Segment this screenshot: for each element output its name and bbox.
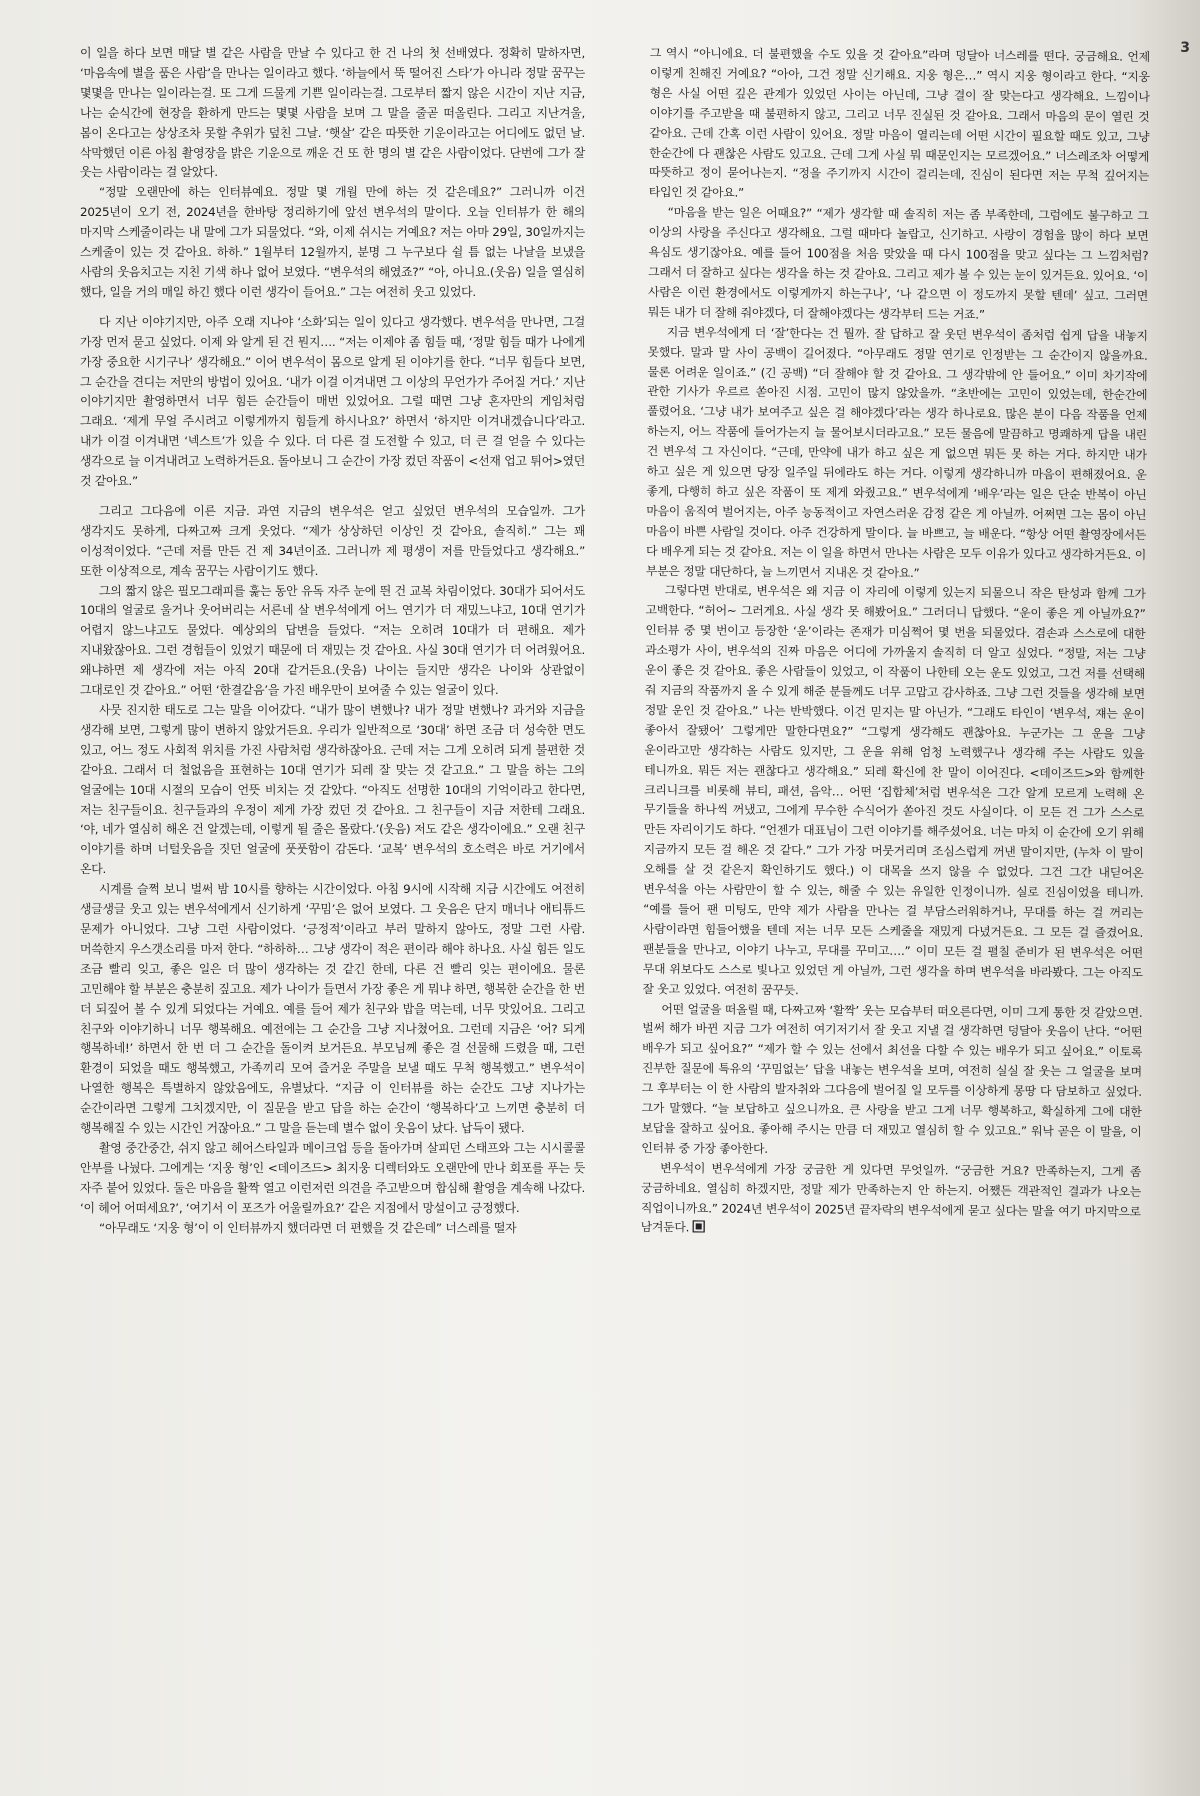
paragraph: 어떤 얼굴을 떠올릴 때, 다짜고짜 ‘활짝’ 웃는 모습부터 떠오른다면, 이미 그게 통한 것 같았으면. 벌써 해가 바뀐 지금 그가 여전히 여기저기서 잘 웃고 지낼 걸 생각하면 덩달아 웃음이 난다. “어떤 배우가 되고 싶어요?” “제가 할 수 있는 선에서 최선을 다할 수 있는 배우가 되고 싶어요.” 이토록 진부한 질문에 특유의 ‘꾸밈없는’ 답을 내놓는 변우석을 보며, 여전히 실실 잘 웃는 그 얼굴을 보며 그 후부터는 이 한 사람의 발자취와 그다음에 벌어질 일 모두를 이상하게 몽땅 다 담보하고 싶었다. 그가 말했다. “늘 보답하고 싶으니까요. 큰 사랑을 받고 그게 너무 행복하고, 확실하게 그에 대한 보답을 잘하고 싶어요. 좋아해 주시는 만큼 더 재밌고 열심히 할 수 있고요.” 워낙 곧은 이 말을, 이 인터뷰 중 가장 좋아한다. bbox=[641, 1001, 1143, 1156]
paragraph: 그리고 그다음에 이른 지금. 과연 지금의 변우석은 얻고 싶었던 변우석의 모습일까. 그가 생각지도 못하게, 다짜고짜 크게 웃었다. “제가 상상하던 이상인 것 같아요, 솔직히.” 그는 꽤 이성적이었다. “근데 저를 만든 건 제 34년이죠. 그러니까 제 평생이 저를 만들었다고 생각해요.” 또한 이상적으로, 계속 꿈꾸는 사람이기도 했다. bbox=[80, 503, 585, 578]
end-mark-icon bbox=[693, 1221, 705, 1233]
paragraph: “마음을 받는 일은 어때요?” “제가 생각할 때 솔직히 저는 좀 부족한데, 그럼에도 불구하고 그 이상의 사랑을 주신다고 생각해요. 그럴 때마다 놀랍고, 신기하고. 사랑이 경험을 많이 하다 보면 욕심도 생기잖아요. 예를 들어 100점을 처음 맞았을 때 다시 100점을 맞고 싶다는 그 느낌처럼? 그래서 더 잘하고 싶다는 생각을 하는 것 같아요. 그리고 제가 볼 수 있는 눈이 있거든요. 있어요. ‘이 사람은 이런 환경에서도 이렇게까지 하는구나’, ‘나 같으면 이 정도까지 못할 텐데’ 싶고. 그러면 뭐든 내가 더 잘해 줘야겠다, 더 잘해야겠다는 생각부터 드는 거죠.” bbox=[647, 205, 1149, 322]
paragraph: 이 일을 하다 보면 매달 별 같은 사람을 만날 수 있다고 한 건 나의 첫 선배였다. 정확히 말하자면, ‘마음속에 별을 품은 사람’을 만나는 일이라고 했다. ‘하늘에서 뚝 떨어진 스타’가 아니라 정말 꿈꾸는 몇몇을 만나는 일이라는걸. 또 그게 드물게 기쁜 일이라는걸. 그로부터 짧지 않은 시간이 지난 지금, 나는 순식간에 현장을 환하게 만드는 몇몇 사람을 보며 그 말을 줄곧 떠올린다. 그리고 지난겨울, 봄이 온다고는 상상조차 못할 추위가 덮친 그날. ‘햇살’ 같은 따뜻한 기운이라고는 어디에도 없던 날. 삭막했던 이른 아침 촬영장을 밝은 기운으로 깨운 건 또 한 명의 별 같은 사람이었다. 단번에 그가 잘 웃는 사람이라는 걸 알았다. bbox=[80, 46, 585, 180]
page-number: 3 bbox=[1180, 40, 1190, 56]
right-column bbox=[641, 44, 1150, 1242]
paragraph-text: 변우석이 변우석에게 가장 궁금한 게 있다면 무엇일까. “궁금한 거요? 만족하는지, 그게 좀 궁금하네요. 열심히 하겠지만, 정말 제가 만족하는지 안 하는지. 어쨌든 객관적인 결과가 나오는 직업이니까요.” 2024년 변우석이 2025년 끝자락의 변우석에게 묻고 싶다는 말을 여기 마지막으로 남겨둔다. bbox=[640, 1160, 1142, 1235]
paragraph: 촬영 중간중간, 쉬지 않고 헤어스타일과 메이크업 등을 돌아가며 살피던 스태프와 그는 시시콜콜 안부를 나눴다. 그에게는 ‘지웅 형’인 <데이즈드> 최지웅 디렉터와도 오랜만에 만나 회포를 푸는 듯 자주 붙어 있었다. 둘은 마음을 활짝 열고 이런저런 의견을 주고받으며 합심해 촬영을 계속해 나갔다. ‘이 헤어 어떠세요?’, ‘여기서 이 포즈가 어울릴까요?’ 같은 지점에서 망설이고 긍정했다. bbox=[80, 1140, 585, 1215]
paragraph: “정말 오랜만에 하는 인터뷰예요. 정말 몇 개월 만에 하는 것 같은데요?” 그러니까 이건 2025년이 오기 전, 2024년을 한바탕 정리하기에 앞선 변우석의 말이다. 오늘 인터뷰가 한 해의 마지막 스케줄이라는 내 말에 그가 되물었다. “와, 이제 쉬시는 거예요? 저는 아마 29일, 30일까지는 스케줄이 있는 것 같아요. 하하.” 1월부터 12월까지, 분명 그 누구보다 쉴 틈 없는 나날을 보냈을 사람의 웃음치고는 지친 기색 하나 없어 보였다. “변우석의 해였죠?” “아, 아니요.(웃음) 일을 열심히 했다, 일을 거의 매일 하긴 했다 이런 생각이 들어요.” 그는 여전히 웃고 있었다. bbox=[80, 185, 585, 299]
paragraph: 그 역시 “아니에요. 더 불편했을 수도 있을 것 같아요”라며 덩달아 너스레를 떤다. 궁금해요. 언제 이렇게 친해진 거예요? “아아, 그건 정말 신기해요. 지웅 형은…” 역시 지웅 형이라고 한다. “지웅 형은 사실 어떤 깊은 관계가 있었던 사이는 아닌데, 그냥 결이 잘 맞는다고 생각해요. 느낌이나 이야기를 주고받을 때 불편하지 않고, 그리고 너무 진실된 것 같아요. 그래서 마음의 문이 열린 것 같아요. 근데 간혹 이런 사람이 있어요. 정말 마음이 열리는데 어떤 시간이 필요할 때도 있고, 그냥 한순간에 다 괜찮은 사람도 있고요. 근데 그게 사실 뭐 때문인지는 모르겠어요.” 너스레조차 어떻게 따뜻하고 정이 묻어나는지. “정을 주기까지 시간이 걸리는데, 진심이 된다면 저는 무척 깊어지는 타입인 것 같아요.” bbox=[648, 45, 1150, 201]
paragraph: 그의 짧지 않은 필모그래피를 훑는 동안 유독 자주 눈에 띈 건 교복 차림이었다. 30대가 되어서도 10대의 얼굴로 울거나 웃어버리는 서른네 살 변우석에게 어느 연기가 더 재밌느냐고, 10대 연기가 어렵지 않느냐고도 물었다. 예상외의 답변을 들었다. “저는 오히려 10대가 더 편해요. 제가 지내왔잖아요. 그런 경험들이 있었기 때문에 더 재밌는 것 같아요. 사실 30대 연기가 더 어려웠어요. 왜냐하면 제 생각에 저는 아직 20대 같거든요.(웃음) 나이는 들지만 생각은 나이와 상관없이 그대로인 것 같아요.” 어떤 ‘한결같음’을 가진 배우만이 보여줄 수 있는 얼굴이 있다. bbox=[80, 583, 585, 698]
paragraph: 시계를 슬쩍 보니 벌써 밤 10시를 향하는 시간이었다. 아침 9시에 시작해 지금 시간에도 여전히 생글생글 웃고 있는 변우석에게서 신기하게 ‘꾸밈’은 없어 보였다. 그 웃음은 단지 매너나 애티튜드 문제가 아니었다. 그냥 그런 사람이었다. ‘긍정적’이라고 부러 말하지 않아도, 정말 그런 사람. 머쓱한지 우스갯소리를 마저 한다. “하하하… 그냥 생각이 적은 편이라 해야 하나요. 사실 힘든 일도 조금 빨리 잊고, 좋은 일은 더 많이 생각하는 것 같긴 한데, 다른 건 빨리 잊는 편이에요. 물론 고민해야 할 부분은 충분히 짚고요. 제가 나이가 들면서 가장 좋은 게 뭐냐 하면, 행복한 순간을 한 번 더 되짚어 볼 수 있게 되었다는 거예요. 예를 들어 제가 친구와 밥을 먹는데, 너무 맛있어요. 그리고 친구와 이야기하니 너무 행복해요. 예전에는 그 순간을 그냥 지나쳤어요. 그런데 지금은 ‘어? 되게 행복하네!’ 하면서 한 번 더 그 순간을 돌이켜 보거든요. 부모님께 좋은 걸 선물해 드렸을 때, 그런 환경이 되었을 때도 행복했고, 가족끼리 모여 즐거운 주말을 보낼 때도 무척 행복했고.” 변우석이 나열한 행복은 특별하지 않았음에도, 유별났다. “지금 이 인터뷰를 하는 순간도 그냥 지나가는 순간이라면 그렇게 그치겠지만, 이 질문을 받고 답을 하는 순간이 ‘행복하다’고 느끼면 충분히 더 행복해질 수 있는 시간인 거잖아요.” 그 말을 듣는데 별수 없이 웃음이 났다. 납득이 됐다. bbox=[80, 882, 585, 1136]
left-column bbox=[80, 44, 585, 1238]
paragraph: 그렇다면 반대로, 변우석은 왜 지금 이 자리에 이렇게 있는지 되물으니 작은 탄성과 함께 그가 고백한다. “허어~ 그러게요. 사실 생각 못 해봤어요.” 그러더니 답했다. “운이 좋은 게 아닐까요?” 인터뷰 중 몇 번이고 등장한 ‘운’이라는 존재가 미심쩍어 몇 번을 되물었다. 겸손과 스스로에 대한 과소평가 사이, 변우석의 진짜 마음은 어디에 가까울지 솔직히 더 알고 싶었다. “정말, 저는 그냥 운이 좋은 것 같아요. 좋은 사람들이 있었고, 이 작품이 나한테 오는 운도 있었고, 그건 저를 선택해 줘 지금의 작품까지 올 수 있게 해준 분들께도 너무 고맙고 감사하죠. 그냥 그런 것들을 생각해 보면 정말 운인 것 같아요.” 나는 반박했다. 이건 믿지는 말 아닌가. “그래도 타인이 ‘변우석, 쟤는 운이 좋아서 잘됐어’ 그렇게만 말한다면요?” “그렇게 생각해도 괜찮아요. 누군가는 그 운을 그냥 운이라고만 생각하는 사람도 있지만, 그 운을 위해 엄청 노력했구나 생각해 주는 사람도 있을 테니까요. 뭐든 저는 괜찮다고 생각해요.” 되레 확신에 찬 말이 이어진다. <데이즈드>와 함께한 크리니크를 비롯해 뷰티, 패션, 음악… 어떤 ‘집합체’처럼 변우석은 그간 알게 모르게 노력해 온 무기들을 하나씩 꺼냈고, 그에게 무수한 수식어가 쏟아진 것도 사실이다. 이 모든 건 그가 스스로 만든 자리이기도 하다. “언젠가 대표님이 그런 이야기를 해주셨어요. 너는 마치 이 순간에 오기 위해 지금까지 모든 걸 해온 것 같다.” 그가 가장 머뭇거리며 조심스럽게 꺼낸 말이지만, (누차 이 말이 오해를 살 것 같은지 확인하기도 했다.) 이 대목을 쓰지 않을 수 없었다. 그건 그간 내딛어온 변우석을 아는 사람만이 할 수 있는, 해줄 수 있는 유일한 인정이니까. 실로 진심이었을 테니까. “예를 들어 팬 미팅도, 만약 제가 사람을 만나는 걸 부담스러워하거나, 무대를 하는 걸 꺼리는 사람이라면 힘들어했을 텐데 저는 너무 모든 스케줄을 재밌게 다녔거든요. 그 모든 걸 즐겼어요. 팬분들을 만나고, 이야기 나누고, 무대를 꾸미고….” 이미 모든 걸 펼칠 준비가 된 변우석은 어떤 무대 위보다도 스스로 빛나고 있었던 게 아닐까, 그런 생각을 하며 변우석을 바라봤다. 그는 아직도 잘 웃고 있었다. 여전히 꿈꾸듯. bbox=[642, 583, 1146, 997]
final-paragraph bbox=[641, 1159, 1142, 1243]
paragraph: 지금 변우석에게 더 ‘잘’한다는 건 뭘까. 잘 답하고 잘 웃던 변우석이 좀처럼 쉽게 답을 내놓지 못했다. 말과 말 사이 공백이 길어졌다. “아무래도 정말 연기로 인정받는 그 순간이지 않을까요. 물론 어려운 일이죠.” (긴 공백) “더 잘해야 할 것 같아요. 그 생각밖에 안 들어요.” 이미 차기작에 관한 기사가 우르르 쏟아진 시점. 고민이 많지 않았을까. “초반에는 고민이 있었는데, 한순간에 풀렸어요. ‘그냥 내가 보여주고 싶은 걸 해야겠다’라는 생각 하나로요. 많은 분이 다음 작품을 언제 하는지, 어느 작품에 들어가는지 늘 물어보시더라고요.” 모든 물음에 말끔하고 명쾌하게 답을 내린 건 변우석 그 자신이다. “근데, 만약에 내가 하고 싶은 게 없으면 뭐든 못 하는 거다. 하지만 내가 하고 싶은 게 있으면 당장 일주일 뒤에라도 하는 거다. 이렇게 생각하니까 마음이 편해졌어요. 운 좋게, 다행히 하고 싶은 작품이 또 제게 와줬고요.” 변우석에게 ‘배우’라는 일은 단순 반복이 아닌 마음이 움직여 벌어지는, 아주 능동적이고 자연스러운 감정 같은 게 아닐까. 어쩌면 그는 몸이 아닌 마음이 바쁜 사람일 것이다. 아주 건강하게 말이다. 늘 바쁘고, 늘 배운다. “항상 어떤 촬영장에서든 다 배우게 되는 것 같아요. 저는 이 일을 하면서 만나는 사람은 모두 이유가 있다고 생각하거든요. 이 부분은 정말 대단하다, 늘 느끼면서 지내온 것 같아요.” bbox=[645, 324, 1148, 580]
paragraph: 다 지난 이야기지만, 아주 오래 지나야 ‘소화’되는 일이 있다고 생각했다. 변우석을 만나면, 그걸 가장 먼저 묻고 싶었다. 이제 와 알게 된 건 뭔지…. “저는 이제야 좀 힘들 때, ‘정말 힘들 때가 나에게 가장 중요한 시기구나’ 생각해요.” 이어 변우석이 몸으로 알게 된 이야기를 한다. “너무 힘들다 보면, 그 순간을 견디는 저만의 방법이 있어요. ‘내가 이걸 이겨내면 그 이상의 무언가가 주어질 거다.’ 지난 이야기지만 촬영하면서 너무 힘든 순간들이 매번 있었어요. 그럴 때면 그냥 혼자만의 게임처럼 그래요. ‘제게 무얼 주시려고 이렇게까지 힘들게 하시나요?’ 하면서 ‘하지만 이겨내겠습니다’라고. 내가 이걸 이겨내면 ‘넥스트’가 있을 수 있다. 더 다른 걸 도전할 수 있고, 더 큰 걸 얻을 수 있다는 생각으로 늘 이겨내려고 노력하거든요. 돌아보니 그 순간이 가장 컸던 작품이 <선재 업고 튀어>였던 것 같아요.” bbox=[80, 314, 585, 489]
paragraph: 사뭇 진지한 태도로 그는 말을 이어갔다. “내가 많이 변했나? 내가 정말 변했나? 과거와 지금을 생각해 보면, 그렇게 많이 변하지 않았거든요. 우리가 일반적으로 ‘30대’ 하면 조금 더 성숙한 면도 있고, 어느 정도 사회적 위치를 가진 사람처럼 생각하잖아요. 근데 저는 그게 오히려 되게 불편한 것 같아요. 그래서 더 철없음을 표현하는 10대 연기가 되레 잘 맞는 것 같고요.” 그 말을 하는 그의 얼굴에는 10대 시절의 모습이 언뜻 비치는 것 같았다. “아직도 선명한 10대의 기억이라고 한다면, 저는 친구들이요. 친구들과의 우정이 제게 가장 컸던 것 같아요. 그 친구들이 지금 저한테 그래요. ‘야, 네가 열심히 해온 건 알겠는데, 이렇게 될 줄은 몰랐다.’(웃음) 저도 같은 생각이에요.” 오랜 친구 이야기를 하며 너털웃음을 짓던 얼굴에 풋풋함이 감돈다. ‘교복’ 변우석의 호소력은 바로 거기에서 온다. bbox=[80, 703, 585, 877]
paragraph: “아무래도 ‘지웅 형’이 이 인터뷰까지 했더라면 더 편했을 것 같은데” 너스레를 떨자 bbox=[99, 1220, 517, 1235]
